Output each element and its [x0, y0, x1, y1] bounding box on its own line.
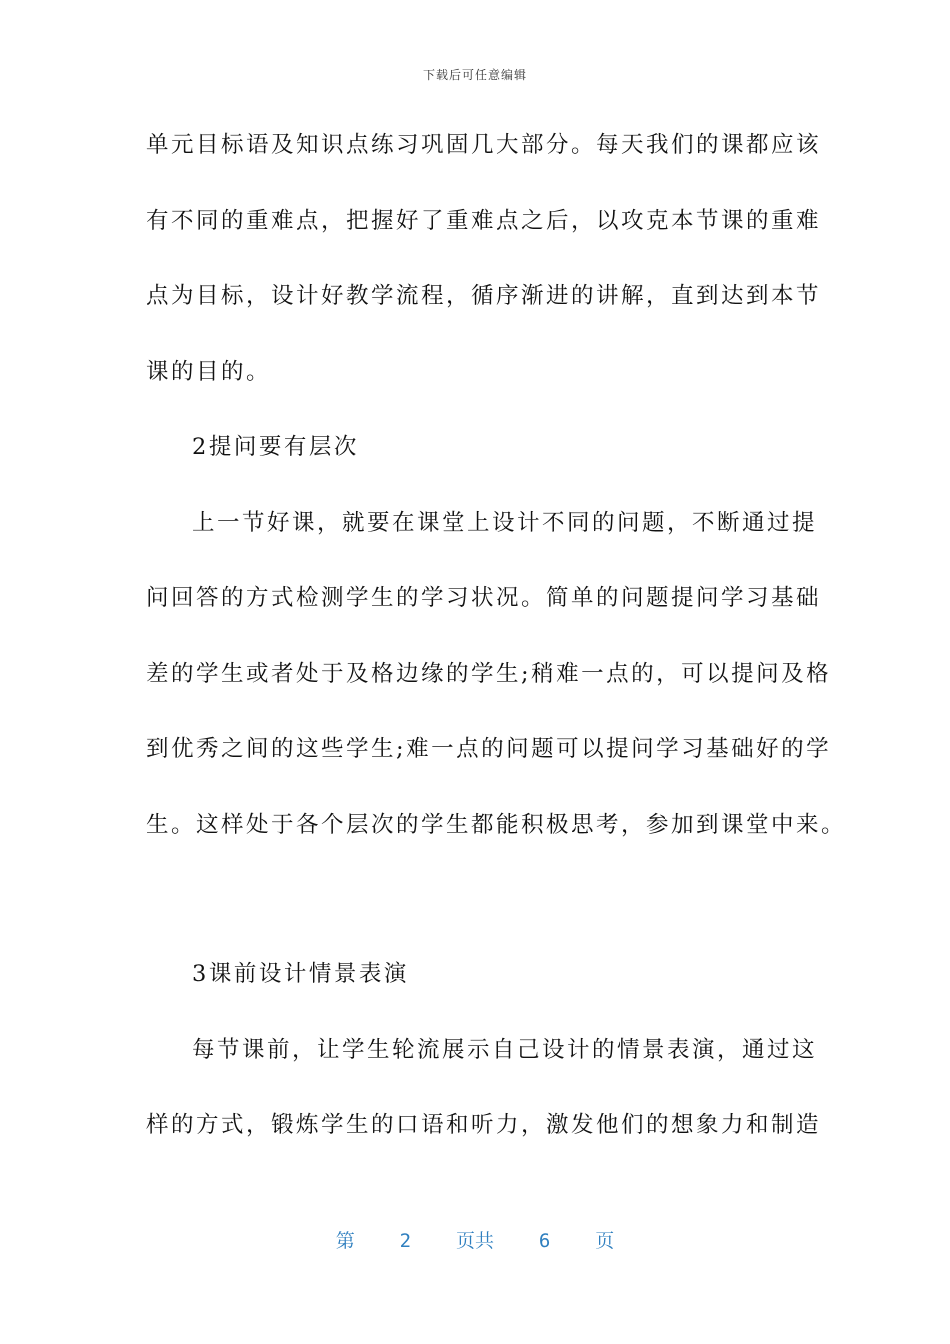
paragraph-line: 生。这样处于各个层次的学生都能积极思考，参加到课堂中来。 [146, 811, 847, 838]
page-footer [0, 1226, 950, 1253]
paragraph-line: 样的方式，锻炼学生的口语和听力，激发他们的想象力和制造 [146, 1112, 822, 1138]
paragraph-line: 有不同的重难点，把握好了重难点之后，以攻克本节课的重难 [146, 207, 822, 234]
page-middle: 页共 [455, 1230, 494, 1252]
paragraph-line: 问回答的方式检测学生的学习状况。简单的问题提问学习基础 [146, 585, 822, 611]
blank-spacer [146, 881, 806, 955]
document-body [146, 126, 847, 1182]
paragraph-line: 课的目的。 [146, 358, 272, 385]
paragraph-line: 点为目标，设计好教学流程，循序渐进的讲解，直到达到本节 [146, 283, 822, 309]
current-page-number: 2 [399, 1230, 412, 1252]
section-heading: 3课前设计情景表演 [192, 961, 409, 987]
total-pages-number: 6 [538, 1230, 551, 1252]
paragraph-line: 每节课前，让学生轮流展示自己设计的情景表演，通过这 [192, 1036, 818, 1063]
page-header: 下载后可任意编辑 [422, 68, 527, 82]
paragraph-line: 差的学生或者处于及格边缘的学生;稍难一点的，可以提问及格 [146, 660, 832, 687]
section-heading: 2提问要有层次 [192, 434, 359, 460]
page-prefix: 第 [335, 1230, 355, 1252]
paragraph-line: 上一节好课，就要在课堂上设计不同的问题，不断通过提 [192, 509, 818, 536]
page-suffix: 页 [595, 1230, 615, 1252]
paragraph-line: 到优秀之间的这些学生;难一点的问题可以提问学习基础好的学 [146, 736, 832, 762]
paragraph-line: 单元目标语及知识点练习巩固几大部分。每天我们的课都应该 [146, 132, 822, 158]
